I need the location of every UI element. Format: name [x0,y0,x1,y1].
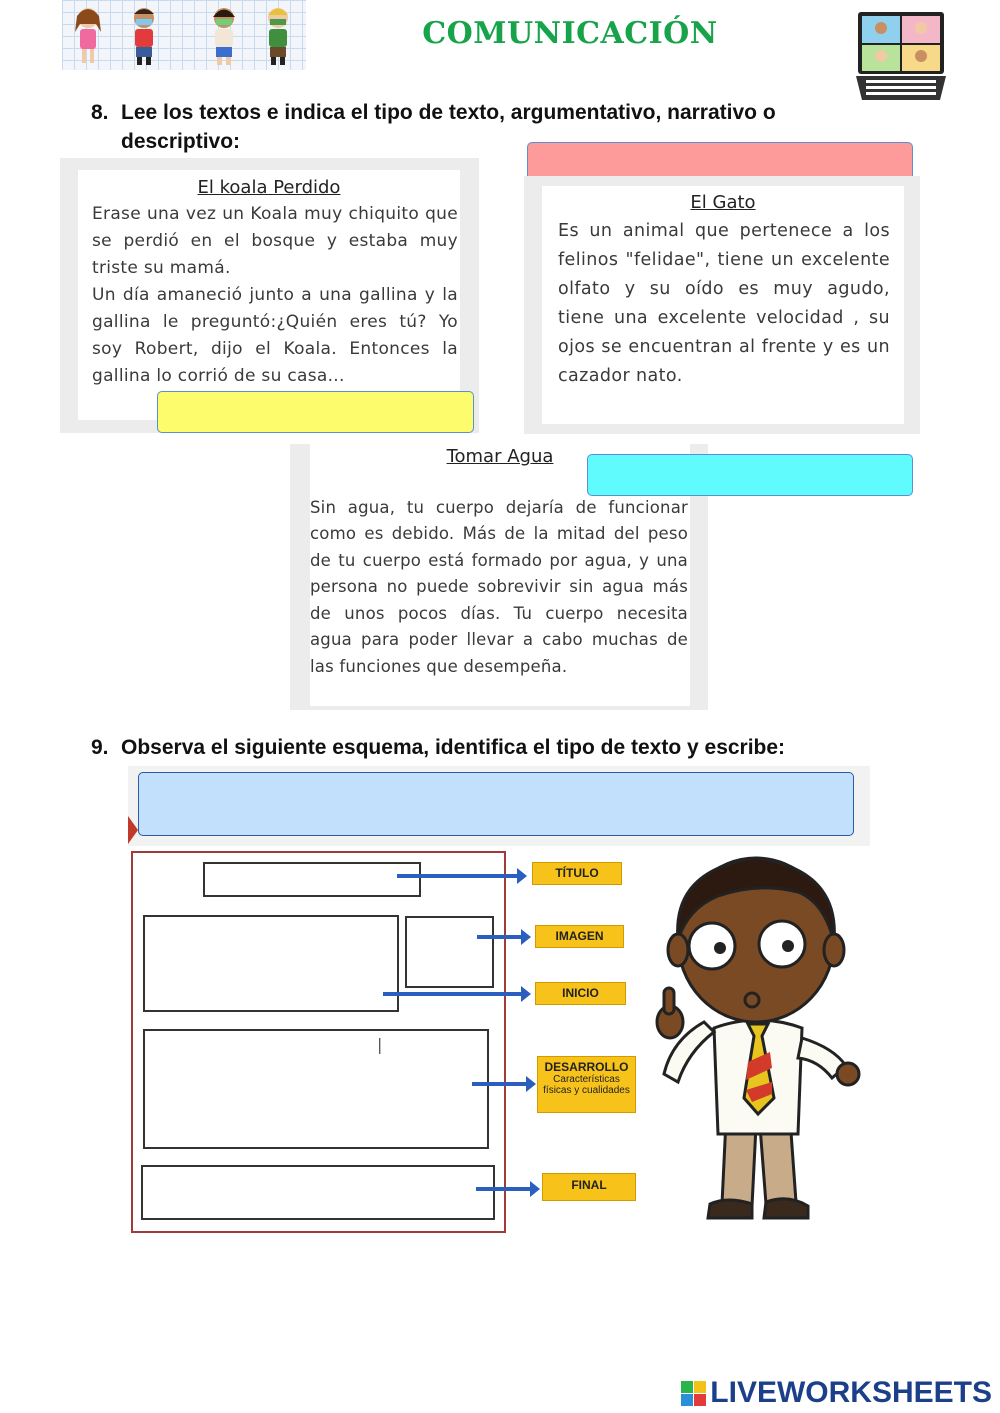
schema-start-box [143,915,399,1012]
label-desarrollo [537,1056,636,1113]
arrow-right-icon [397,874,519,878]
question-text-line1: Lee los textos e indica el tipo de texto, argumentativo, narrativo o [121,101,776,124]
schema-final-box [141,1165,495,1220]
text-paragraph: Sin agua, tu cuerpo dejaría de funcionar como es debido. Más de la mitad del peso de tu cuerpo está formado por agua, y una persona no puede sobrevivir sin agua más de unos pocos días. Tu cuerpo necesita agua para poder llevar a cabo muchas de las funciones que desempeña. [310,497,688,676]
text-title: El Gato [690,192,756,213]
koala-text-card [78,170,460,420]
arrow-right-icon [383,992,523,996]
text-cursor-mark: | [377,1035,383,1054]
laptop-video-call-icon [856,10,946,102]
question-text-line2: descriptivo: [121,130,241,153]
cartoon-boy-thinking-icon [648,852,870,1224]
arrow-right-icon [472,1082,528,1086]
text-paragraph: Erase una vez un Koala muy chiquito que se perdió en el bosque y estaba muy triste su mamá. [92,204,458,278]
text-paragraph: Un día amaneció junto a una gallina y la gallina le preguntó:¿Quién eres tú? Yo soy Robert, dijo el Koala. Entonces la gallina lo corrió de su casa... [92,285,458,386]
question-9 [91,733,911,763]
girl-kid-icon [204,2,244,68]
schema-image-box [405,916,494,988]
schema-outline [131,851,506,1233]
boy-kid-icon [258,2,298,68]
arrow-right-icon [476,1187,532,1191]
schema-title-box [203,862,421,897]
label-final: FINAL [542,1173,636,1201]
label-desarrollo-title: DESARROLLO [544,1060,629,1074]
gato-text-card [542,186,904,424]
liveworksheets-icon [681,1381,706,1406]
arrow-right-icon [477,935,523,939]
boy-kid-icon [124,2,164,68]
label-desarrollo-subtitle: Características físicas y cualidades [543,1074,630,1096]
red-marker-icon [128,816,138,844]
kids-illustration [62,0,306,70]
agua-answer-box[interactable] [587,454,913,496]
question-text: Observa el siguiente esquema, identifica el tipo de texto y escribe: [121,736,786,759]
koala-answer-box[interactable] [157,391,474,433]
liveworksheets-logo [681,1376,992,1410]
girl-kid-icon [68,2,108,68]
schema-answer-box[interactable] [138,772,854,836]
question-number: 8. [91,101,109,124]
text-title: El koala Perdido [197,177,341,198]
label-inicio: INICIO [535,982,626,1005]
label-titulo: TÍTULO [532,862,622,885]
schema-answer-frame [128,766,870,846]
question-number: 9. [91,736,109,759]
page-title: COMUNICACIÓN [422,16,718,51]
text-title: Tomar Agua [446,446,554,467]
footer-brand: LIVEWORKSHEETS [710,1376,992,1409]
schema-development-box [143,1029,489,1149]
text-paragraph: Es un animal que pertenece a los felinos "felidae", tiene un excelente olfato y su oído es muy agudo, tiene una excelente velocidad , su ojos se encuentran al frente y es un cazador nato. [558,221,890,386]
gato-text-frame [524,176,920,434]
label-imagen: IMAGEN [535,925,624,948]
